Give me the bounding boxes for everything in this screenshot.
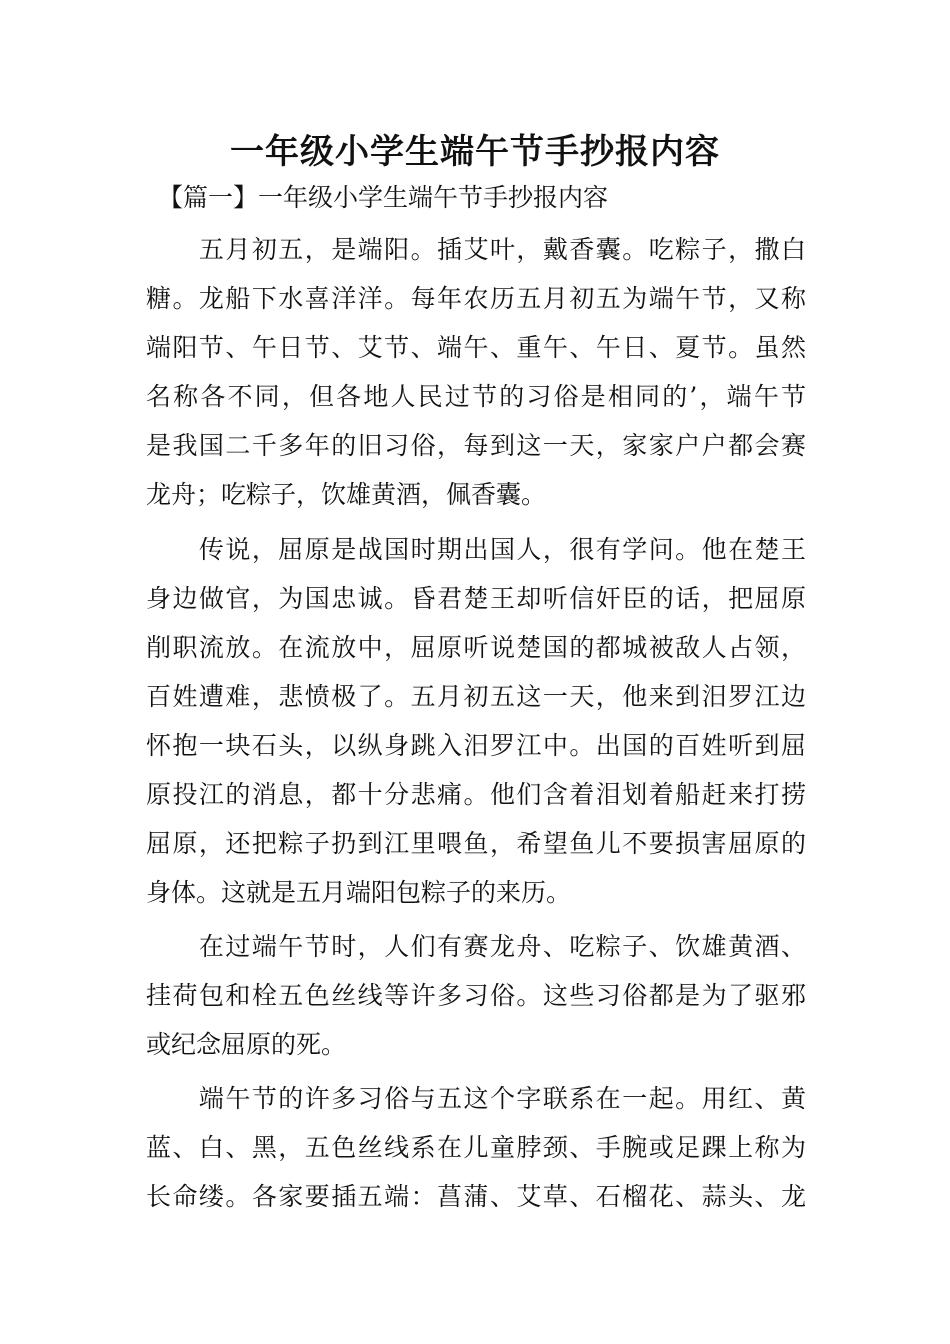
- paragraph-2-line-5: 怀抱一块石头，以纵身跳入汨罗江中。出国的百姓听到屈: [146, 731, 806, 760]
- section-heading: 【篇一】一年级小学生端午节手抄报内容: [158, 183, 609, 212]
- paragraph-1-line-6: 龙舟；吃粽子，饮雄黄酒，佩香囊。: [146, 480, 547, 509]
- paragraph-2-line-2: 身边做官，为国忠诚。昏君楚王却听信奸臣的话，把屈原: [146, 584, 806, 613]
- paragraph-2-line-8: 身体。这就是五月端阳包粽子的来历。: [146, 878, 572, 907]
- document-title: 一年级小学生端午节手抄报内容: [230, 132, 720, 172]
- paragraph-4-line-2: 蓝、白、黑，五色丝线系在儿童脖颈、手腕或足踝上称为: [146, 1133, 806, 1162]
- paragraph-2-line-7: 屈原，还把粽子扔到江里喂鱼，希望鱼儿不要损害屈原的: [146, 829, 806, 858]
- paragraph-1-line-4: 名称各不同，但各地人民过节的习俗是相同的’，端午节: [146, 382, 806, 411]
- paragraph-4-line-3: 长命缕。各家要插五端：菖蒲、艾草、石榴花、蒜头、龙: [146, 1182, 806, 1211]
- paragraph-1-line-1: 五月初五，是端阳。插艾叶，戴香囊。吃粽子，撒白: [146, 235, 806, 264]
- paragraph-2-line-4: 百姓遭难，悲愤极了。五月初五这一天，他来到汨罗江边: [146, 682, 806, 711]
- paragraph-3-line-3: 或纪念屈原的死。: [146, 1030, 347, 1059]
- paragraph-3-line-1: 在过端午节时，人们有赛龙舟、吃粽子、饮雄黄酒、: [146, 932, 806, 961]
- paragraph-4-line-1: 端午节的许多习俗与五这个字联系在一起。用红、黄: [146, 1084, 806, 1113]
- paragraph-1-line-3: 端阳节、午日节、艾节、端午、重午、午日、夏节。虽然: [146, 333, 806, 362]
- paragraph-1-line-5: 是我国二千多年的旧习俗，每到这一天，家家户户都会赛: [146, 431, 806, 460]
- paragraph-2-line-3: 削职流放。在流放中，屈原听说楚国的都城被敌人占领，: [146, 633, 806, 662]
- paragraph-2-line-6: 原投江的消息，都十分悲痛。他们含着泪划着船赶来打捞: [146, 780, 806, 809]
- paragraph-2-line-1: 传说，屈原是战国时期出国人，很有学问。他在楚王: [146, 535, 806, 564]
- paragraph-3-line-2: 挂荷包和栓五色丝线等许多习俗。这些习俗都是为了驱邪: [146, 981, 806, 1010]
- paragraph-1-line-2: 糖。龙船下水喜洋洋。每年农历五月初五为端午节，又称: [146, 284, 806, 313]
